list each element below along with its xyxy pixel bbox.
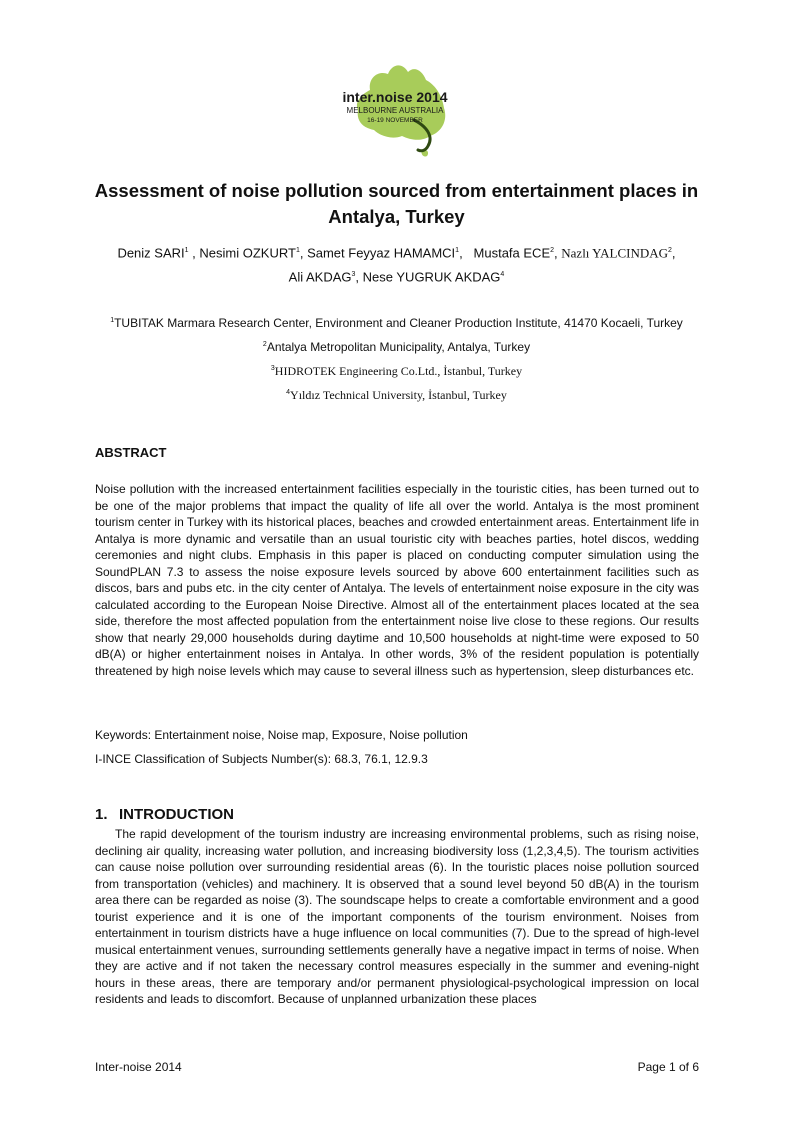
affiliation-4	[80, 385, 713, 403]
section-title: INTRODUCTION	[119, 806, 234, 823]
affiliation-number: 3	[270, 365, 275, 372]
author-name: Nese YUGRUK AKDAG	[362, 269, 501, 285]
author-affiliation-mark: 3	[351, 271, 356, 279]
affiliation-3	[80, 361, 713, 379]
author-affiliation-mark: 2	[668, 247, 672, 254]
affiliation-2	[80, 337, 713, 355]
author-name: Mustafa ECE	[473, 245, 551, 261]
conference-logo	[330, 50, 460, 170]
author-name: Nazlı YALCINDAG	[561, 245, 669, 261]
section-number: 1.	[95, 806, 108, 823]
affiliation-text: Yıldız Technical University, İstanbul, Turkey	[290, 388, 507, 402]
author-affiliation-mark: 1	[455, 247, 460, 254]
author-name: Ali AKDAG	[288, 269, 352, 285]
author-affiliation-mark: 1	[184, 247, 189, 254]
keywords: Keywords: Entertainment noise, Noise map, Exposure, Noise pollution	[95, 728, 468, 742]
affiliation-1	[80, 313, 713, 331]
section-heading-introduction	[95, 806, 234, 823]
affiliation-number: 4	[286, 389, 291, 396]
classification: I-INCE Classification of Subjects Number(s): 68.3, 76.1, 12.9.3	[95, 752, 428, 766]
logo-location: MELBOURNE AUSTRALIA	[346, 106, 444, 115]
author-name: Samet Feyyaz HAMAMCI	[307, 245, 456, 261]
author-name: Deniz SARI	[117, 245, 185, 261]
author-affiliation-mark: 1	[295, 247, 300, 254]
logo-title: inter.noise 2014	[342, 89, 448, 105]
affiliation-number: 2	[262, 341, 267, 348]
footer-conference: Inter-noise 2014	[95, 1060, 182, 1074]
author-affiliation-mark: 2	[550, 247, 555, 254]
affiliation-text: HIDROTEK Engineering Co.Ltd., İstanbul, Turkey	[274, 364, 523, 378]
logo-dates: 16-19 NOVEMBER	[367, 117, 423, 124]
footer-page-number: Page 1 of 6	[637, 1060, 699, 1074]
affiliation-text: Antalya Metropolitan Municipality, Antalya, Turkey	[266, 340, 531, 354]
author-list: Deniz SARI$^1$ , Nesimi OZKURT$^1$, Samet Feyyaz HAMAMCI$^1$, Mustafa ECE$^2$, Nazlı YALCINDAG$^2$, Ali AKDAG$^3$, Nese YUGRUK AKDAG$^4$	[117, 245, 676, 285]
affiliation-text: TUBITAK Marmara Research Center, Environment and Cleaner Production Institute, 41470 Kocaeli, Turkey	[114, 316, 683, 330]
introduction-text: The rapid development of the tourism industry are increasing environmental problems, such as rising noise, declining air quality, increasing water pollution, and increasing biodiversity loss (1,2,3,4,5). The tourism activities can cause noise pollution over surrounding residential areas (6). In the touristic places noise pollution sourced from transportation (vehicles) and machinery. It is observed that a sound level beyond 50 dB(A) in the tourism area there can be regarded as noise (3). The soundscape helps to create a comfortable environment and a good tourist experience and it is one of the important components of the tourism environment. Noises from entertainment in tourism districts have a huge influence on local communities (7). Due to the spread of high-level musical entertainment venues, surrounding settlements generally have a negative impact in terms of noise. When they are active and if not taken the necessary control measures especially in the summer and evening-night hours in these areas, there are temporary and/or permanent physiological-psychological impression on local residents and leads to discomfort. Because of unplanned urbanization these places	[95, 827, 699, 1006]
australia-map-logo	[330, 50, 460, 170]
affiliation-number: 1	[110, 317, 115, 324]
author-name: Nesimi OZKURT	[199, 245, 296, 261]
abstract-text: Noise pollution with the increased entertainment facilities especially in the touristic cities, has been turned out to be one of the major problems that impact the quality of life all over the world. Antalya is the most prominent tourism center in Turkey with its historical places, beaches and crowded entertainment areas. Entertainment life in Antalya is more dynamic and versatile than an usual touristic city with beaches parties, hotel discos, wedding ceremonies and night clubs. Emphasis in this paper is placed on conducting computer simulation using the SoundPLAN 7.3 to assess the noise exposure levels sourced by above 600 entertainment facilities such as discos, bars and pubs etc. in the city center of Antalya. The levels of entertainment noise exposure in the city was calculated according to the European Noise Directive. Almost all of the entertainment places located at the sea side, therefore the most affected population from the entertainment noise live close to these regions. Our results show that nearly 29,000 households during daytime and 10,500 households at night-time were exposed to 50 dB(A) or higher entertainment noises in Antalya. In other words, 3% of the resident population is potentially threatened by high noise levels which may cause to several illness such as hypertension, sleep disturbances etc.	[95, 482, 699, 678]
abstract-heading: ABSTRACT	[95, 445, 167, 460]
paper-title: Assessment of noise pollution sourced from entertainment places in Antalya, Turkey	[94, 180, 699, 227]
author-affiliation-mark: 4	[500, 271, 505, 279]
